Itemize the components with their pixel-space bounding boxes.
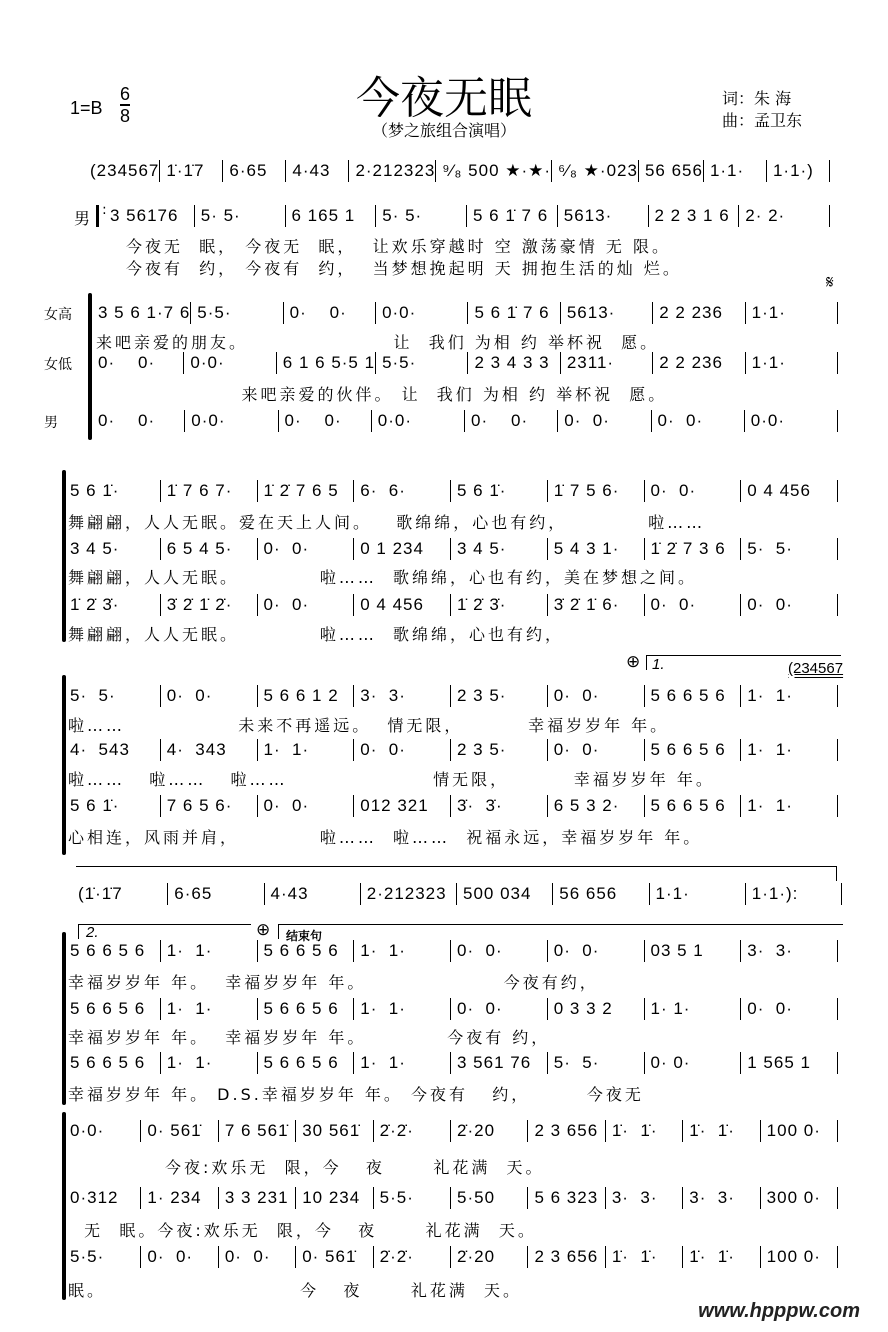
measure: 0· 0· — [96, 410, 185, 432]
measure: 4· 343 — [161, 739, 258, 761]
measure: 5 6 6 5 6 — [645, 795, 742, 817]
voice-line — [68, 998, 838, 1020]
lyrics-line: 眠。 今 夜 礼花满 天。 — [68, 1281, 523, 1300]
measure: 5· 5· — [548, 1052, 645, 1074]
measure: 4·43 — [265, 883, 361, 905]
measure: 3 4 5· — [68, 538, 161, 560]
voice-line — [68, 1120, 838, 1142]
measure: 0· 0· — [465, 410, 558, 432]
performer-note: （梦之旅组合演唱） — [371, 121, 516, 140]
measure: 3̇· 3̇· — [451, 795, 548, 817]
segno-sign: 𝄋 — [826, 272, 834, 293]
voice-line — [68, 685, 838, 707]
measure: 1· 1· — [741, 795, 838, 817]
measure: 0· 0· — [548, 940, 645, 962]
measure: 5 6 1̇ 7 6 — [468, 302, 560, 324]
measure: 2̇·2̇· — [374, 1120, 451, 1142]
measure: 1·1· — [650, 883, 746, 905]
lyrics-line: 啦…… 啦…… 啦…… 情无限， 幸福岁岁年 年。 — [68, 770, 715, 789]
interlude-bracket — [76, 866, 837, 881]
system-bracket — [62, 675, 66, 855]
ending-label: 结束句 — [286, 929, 323, 943]
measure: 2 3 5· — [451, 739, 548, 761]
voice-line — [68, 594, 838, 616]
measure: 2̇·20 — [451, 1120, 528, 1142]
measure: 1· 1· — [161, 998, 258, 1020]
measure: 0· 0· — [258, 795, 355, 817]
measure: 3 5 6 1·7 6 — [98, 303, 191, 322]
measure: 3̇ 2̇ 1̇ 6· — [548, 594, 645, 616]
measure: 3· 3· — [683, 1187, 760, 1209]
measure: 1̇ 2̇ 3̇· — [451, 594, 548, 616]
measure: 0· 0· — [284, 302, 376, 324]
measure: ⁶⁄₈ ★·023 — [552, 160, 639, 182]
lyrics-line: 无 眠。今夜:欢乐无 限，今 夜 礼花满 天。 — [68, 1221, 537, 1240]
measure: 1̇· 1̇· — [606, 1120, 683, 1142]
repeat-dots: : — [102, 202, 107, 218]
measure: 5·5· — [374, 1187, 451, 1209]
measure: (1̇·1̇7 — [76, 883, 168, 905]
measure: 2·212323 — [361, 883, 457, 905]
lyrics-line: 啦…… 未来不再遥远。 情无限， 幸福岁岁年 年。 — [68, 716, 670, 735]
measure: 012 321 — [354, 795, 451, 817]
key-signature: 1=B — [70, 98, 103, 118]
measure: 0· 0· — [645, 594, 742, 616]
measure: 1̇ 7 5 6· — [548, 480, 645, 502]
voice-line — [68, 940, 838, 962]
measure: 5 6 6 5 6 — [645, 739, 742, 761]
voice-label: 女高 — [44, 307, 72, 323]
voice-label-male: 男 — [74, 209, 91, 228]
voice-line — [68, 739, 838, 761]
measure: 5· 5· — [741, 538, 838, 560]
measure: 0· 561̇ — [141, 1120, 218, 1142]
measure: 5·5· — [191, 302, 283, 324]
measure: 5· 5· — [68, 685, 161, 707]
volta-2-bracket — [78, 924, 251, 939]
measure: 56 656 — [639, 160, 704, 182]
measure: 0· 0· — [645, 480, 742, 502]
measure: 1·1· — [746, 302, 838, 324]
measure: 5 6 6 5 6 — [68, 940, 161, 962]
measure: 0· 0· — [451, 940, 548, 962]
measure: 03 5 1 — [645, 940, 742, 962]
measure: 1̇· 1̇· — [683, 1246, 760, 1268]
measure: 1̇ 2̇ 3̇· — [68, 594, 161, 616]
measure: 0 3 3 2 — [548, 998, 645, 1020]
measure: 56 656 — [553, 883, 649, 905]
measure: 0· 0· — [219, 1246, 296, 1268]
measure: 1̇· 1̇· — [683, 1120, 760, 1142]
system-bracket — [62, 1112, 66, 1300]
measure: 0 1 234 — [354, 538, 451, 560]
measure: 3· 3· — [606, 1187, 683, 1209]
measure: 2 2 236 — [653, 302, 745, 324]
volta-1-label: 1. — [652, 656, 665, 673]
measure: 2 3 656 — [528, 1120, 605, 1142]
measure: 0· 0· — [161, 685, 258, 707]
measure: 5 6 6 5 6 — [258, 998, 355, 1020]
voice-line — [68, 795, 838, 817]
measure: 1·1·): — [746, 883, 842, 905]
measure: 1· 1· — [354, 940, 451, 962]
measure: 5 6 6 5 6 — [258, 1052, 355, 1074]
measure: 300 0· — [761, 1187, 838, 1209]
lyrics-line: 心相连，风雨并肩， 啦…… 啦…… 祝福永远，幸福岁岁年 年。 — [68, 828, 703, 847]
measure: 3 3 231 — [219, 1187, 296, 1209]
system-bracket — [62, 932, 66, 1105]
measure: 1̇· 1̇· — [606, 1246, 683, 1268]
measure: 5·5· — [376, 352, 468, 374]
measure: 0· 0· — [451, 998, 548, 1020]
measure: 0· 0· — [279, 410, 372, 432]
lyrics-line: 舞翩翩，人人无眠。 啦…… 歌绵绵，心也有约， — [68, 625, 565, 644]
measure: 100 0· — [761, 1120, 838, 1142]
lyrics-line: 幸福岁岁年 年。 幸福岁岁年 年。 今夜有 约， — [68, 1028, 551, 1047]
measure: 1·1· — [704, 160, 767, 182]
measure: 0· 0· — [645, 1052, 742, 1074]
measure: 1̇ 2̇ 7 6 5 — [258, 480, 355, 502]
measure: 5 6 323 — [528, 1187, 605, 1209]
measure: 5·5· — [68, 1246, 141, 1268]
measure: 1̇ 2̇ 7 3 6 — [645, 538, 742, 560]
voice-line — [68, 1052, 838, 1074]
system-bracket — [62, 470, 66, 642]
measure: 3· 3· — [741, 940, 838, 962]
measure: 5· 5· — [376, 205, 467, 227]
verse-male-line — [108, 205, 830, 227]
measure: 0· 0· — [548, 739, 645, 761]
measure: 2311· — [561, 352, 653, 374]
voice-line — [68, 1246, 838, 1268]
lyrics-line: 今夜:欢乐无 限，今 夜 礼花满 天。 — [68, 1158, 545, 1177]
measure: 1·1· — [746, 352, 838, 374]
voice-line — [96, 410, 838, 432]
measure: 0· 0· — [96, 352, 184, 374]
measure: 2 2 3 1 6 — [649, 205, 740, 227]
measure: 1· 1· — [354, 1052, 451, 1074]
measure: 1 565 1 — [741, 1052, 838, 1074]
meter-top: 6 — [120, 84, 131, 104]
measure: 0· 0· — [141, 1246, 218, 1268]
voice-label: 女低 — [44, 357, 72, 373]
measure: 6 1 6 5·5 1 — [277, 352, 376, 374]
measure: 6· 6· — [354, 480, 451, 502]
measure: 0· 0· — [354, 739, 451, 761]
voice-line — [96, 302, 838, 324]
measure: 7 6 5 6· — [161, 795, 258, 817]
measure: 0·0· — [372, 410, 465, 432]
lyrics-line: 来吧亲爱的伙伴。 让 我们 为相 约 举杯祝 愿。 — [96, 385, 668, 404]
measure: 5 6 6 5 6 — [258, 940, 355, 962]
voice-line — [96, 352, 838, 374]
measure: 1· 1· — [645, 998, 742, 1020]
measure: 1·1·) — [767, 160, 830, 182]
composer-credit: 曲：孟卫东 — [722, 111, 803, 130]
measure: 1̇·1̇7 — [160, 160, 223, 182]
song-title: 今夜无眠 — [356, 73, 532, 124]
repeat-start-barline — [96, 205, 99, 227]
measure: 6·65 — [223, 160, 286, 182]
measure: 0·0· — [376, 302, 468, 324]
measure: 1· 1· — [741, 685, 838, 707]
measure: 1̇ 7 6 7· — [161, 480, 258, 502]
pickup-notes: (234567 — [788, 660, 844, 677]
measure: 5613· — [561, 302, 653, 324]
measure: 5 6 1̇· — [68, 480, 161, 502]
interlude-line — [76, 883, 842, 905]
measure: 7 6 561̇ — [219, 1120, 296, 1142]
coda-sign: ⊕ — [256, 920, 271, 939]
measure: 2 3 4 3 3 — [468, 352, 560, 374]
volta-2-label: 2. — [86, 924, 99, 941]
lyrics-line: 幸福岁岁年 年。 幸福岁岁年 年。 今夜有约， — [68, 973, 599, 992]
time-signature — [120, 84, 130, 126]
measure: 6·65 — [168, 883, 264, 905]
lyrics-line: 幸福岁岁年 年。 D.S.幸福岁岁年 年。 今夜有 约， 今夜无 — [68, 1085, 644, 1104]
measure: 3 56176 — [108, 205, 195, 227]
measure: 5 6 6 5 6 — [68, 1052, 161, 1074]
measure: 5 6 1̇· — [451, 480, 548, 502]
measure: 4· 543 — [68, 739, 161, 761]
measure: 5 6 6 5 6 — [645, 685, 742, 707]
measure: 0· 561̇ — [296, 1246, 373, 1268]
measure: 0· 0· — [258, 538, 355, 560]
measure: 5 6 1̇· — [68, 795, 161, 817]
measure: 5·50 — [451, 1187, 528, 1209]
measure: 0· 0· — [558, 410, 651, 432]
measure: 30 561̇ — [296, 1120, 373, 1142]
measure: 1· 1· — [258, 739, 355, 761]
measure: 5 6 6 1 2 — [258, 685, 355, 707]
measure: 2̇·2̇· — [374, 1246, 451, 1268]
measure: (234567 — [90, 161, 160, 180]
measure: 0·0· — [68, 1120, 141, 1142]
measure: 5613· — [558, 205, 649, 227]
voice-line — [68, 1187, 838, 1209]
measure: 100 0· — [761, 1246, 838, 1268]
lyrics-line: 舞翩翩，人人无眠。爱在天上人间。 歌绵绵，心也有约， 啦…… — [68, 513, 706, 532]
measure: 5 6 1̇ 7 6 — [467, 205, 558, 227]
measure: 10 234 — [296, 1187, 373, 1209]
measure: 4·43 — [286, 160, 349, 182]
measure: 0· 0· — [258, 594, 355, 616]
measure: 3· 3· — [354, 685, 451, 707]
measure: 2 3 5· — [451, 685, 548, 707]
measure: 2 2 236 — [653, 352, 745, 374]
lyricist-credit: 词：朱 海 — [722, 89, 792, 108]
measure: 5 4 3 1· — [548, 538, 645, 560]
measure: 0· 0· — [741, 998, 838, 1020]
measure: 1· 1· — [741, 739, 838, 761]
ending-bracket — [278, 924, 843, 939]
measure: 5· 5· — [195, 205, 286, 227]
lyrics-verse-1: 今夜无 眠， 今夜无 眠， 让欢乐穿越时 空 激荡豪情 无 限。 — [126, 237, 671, 256]
measure: 0·0· — [185, 410, 278, 432]
system-bracket — [88, 293, 92, 440]
measure: 0·0· — [745, 410, 838, 432]
measure: 0· 0· — [652, 410, 745, 432]
measure: 2·212323 — [349, 160, 436, 182]
measure: 0·312 — [68, 1187, 141, 1209]
watermark: www.hpppw.com — [698, 1300, 860, 1322]
measure: 2 3 656 — [528, 1246, 605, 1268]
voice-line — [68, 538, 838, 560]
voice-label: 男 — [44, 415, 58, 431]
measure: 1· 234 — [141, 1187, 218, 1209]
measure: 1· 1· — [161, 940, 258, 962]
measure: 2̇·20 — [451, 1246, 528, 1268]
measure: 3 561 76 — [451, 1052, 548, 1074]
measure: 5 6 6 5 6 — [68, 998, 161, 1020]
measure: 0 4 456 — [354, 594, 451, 616]
meter-bottom: 8 — [120, 106, 131, 126]
measure: 0 4 456 — [741, 480, 838, 502]
measure: 1· 1· — [354, 998, 451, 1020]
measure: 3 4 5· — [451, 538, 548, 560]
measure: 0· 0· — [741, 594, 838, 616]
lyrics-line: 来吧亲爱的朋友。 让 我们 为相 约 举杯祝 愿。 — [96, 333, 660, 352]
measure: 6 5 3 2· — [548, 795, 645, 817]
coda-sign: ⊕ — [626, 652, 641, 671]
measure: 6 165 1 — [286, 205, 377, 227]
measure: 1· 1· — [161, 1052, 258, 1074]
measure: ⁹⁄₈ 500 ★·★· — [436, 160, 552, 182]
intro-line — [88, 160, 830, 182]
lyrics-line: 舞翩翩，人人无眠。 啦…… 歌绵绵，心也有约，美在梦想之间。 — [68, 568, 698, 587]
measure: 6 5 4 5· — [161, 538, 258, 560]
lyrics-verse-2: 今夜有 约， 今夜有 约， 当梦想挽起明 天 拥抱生活的灿 烂。 — [126, 259, 682, 278]
measure: 3̇ 2̇ 1̇ 2̇· — [161, 594, 258, 616]
measure: 0· 0· — [548, 685, 645, 707]
measure: 2· 2· — [739, 205, 830, 227]
measure: 0·0· — [184, 352, 276, 374]
measure: 500 034 — [457, 883, 553, 905]
voice-line — [68, 480, 838, 502]
